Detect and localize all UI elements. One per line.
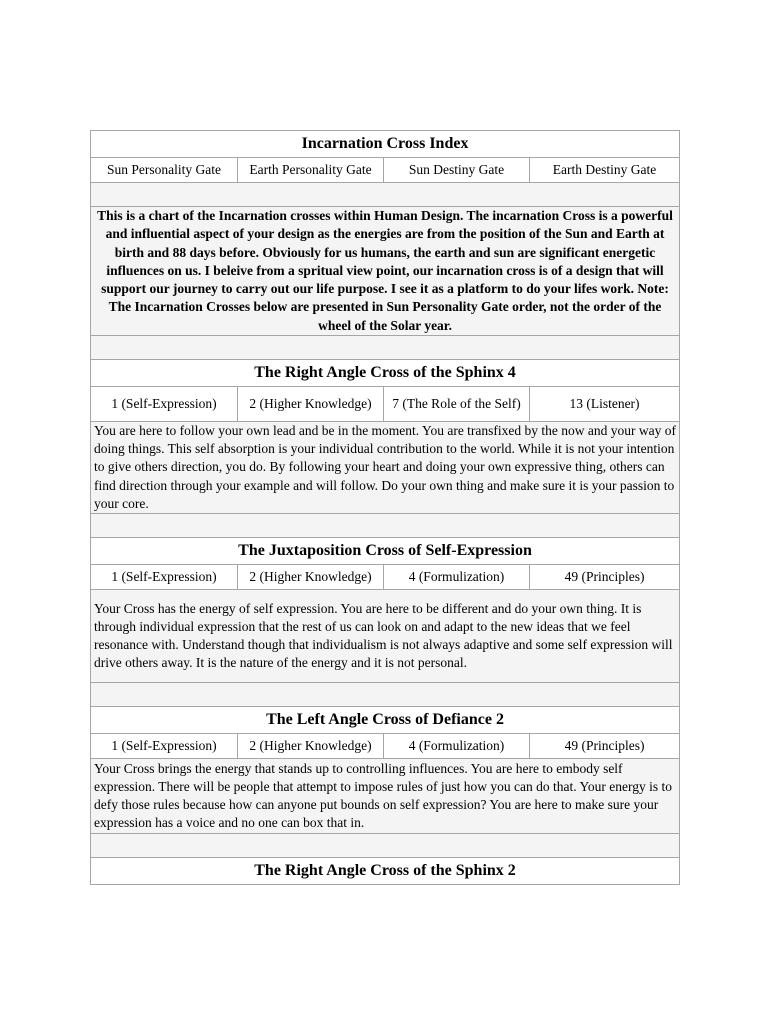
cross-title-row xyxy=(91,538,680,565)
column-header-earth-personality: Earth Personality Gate xyxy=(238,158,384,183)
cross-title: The Right Angle Cross of the Sphinx 4 xyxy=(91,360,680,387)
column-header-sun-personality: Sun Personality Gate xyxy=(91,158,238,183)
gate-sun-personality: 1 (Self-Expression) xyxy=(91,387,238,422)
gate-earth-destiny: 13 (Listener) xyxy=(530,387,680,422)
cross-description: Your Cross brings the energy that stands up to controlling influences. You are here to embody self expression. There will be people that attempt to impose rules of just how you can do that. Your energy is to defy those rules because how can anyone put bounds on self expression? You are here to make sure your expression has a voice and no one can box that in. xyxy=(91,759,680,834)
gate-earth-personality: 2 (Higher Knowledge) xyxy=(238,387,384,422)
column-header-earth-destiny: Earth Destiny Gate xyxy=(530,158,680,183)
gate-sun-destiny: 7 (The Role of the Self) xyxy=(384,387,530,422)
cross-description: Your Cross has the energy of self expression. You are here to be different and do your own thing. It is through individual expression that the rest of us can look on and adapt to the new ideas that we feel resonance with. Understand though that individualism is not always adaptive and some self expression will drive others away. It is the nature of the energy and it is not personal. xyxy=(91,590,680,683)
cross-title: The Left Angle Cross of Defiance 2 xyxy=(91,707,680,734)
cross-description: You are here to follow your own lead and be in the moment. You are transfixed by the now and your way of doing things. This self absorption is your individual contribution to the world. While it is not your intention to give others direction, you do. By following your heart and doing your own expressive thing, others can find direction through your example and will follow. Do your own thing and make sure it is your passion to your core. xyxy=(91,422,680,514)
gate-sun-personality: 1 (Self-Expression) xyxy=(91,565,238,590)
intro-row xyxy=(91,207,680,336)
gate-sun-personality: 1 (Self-Expression) xyxy=(91,734,238,759)
spacer-row xyxy=(91,683,680,707)
cross-description-row xyxy=(91,590,680,683)
gate-earth-personality: 2 (Higher Knowledge) xyxy=(238,565,384,590)
spacer-row xyxy=(91,514,680,538)
index-title-row xyxy=(91,131,680,158)
cross-title-row xyxy=(91,360,680,387)
spacer-row xyxy=(91,336,680,360)
incarnation-cross-table xyxy=(90,130,680,885)
gate-sun-destiny: 4 (Formulization) xyxy=(384,565,530,590)
column-header-row xyxy=(91,158,680,183)
cross-gates-row xyxy=(91,565,680,590)
cross-gates-row xyxy=(91,734,680,759)
cross-title-row xyxy=(91,858,680,885)
column-header-sun-destiny: Sun Destiny Gate xyxy=(384,158,530,183)
spacer-row xyxy=(91,834,680,858)
gate-earth-destiny: 49 (Principles) xyxy=(530,565,680,590)
cross-title: The Juxtaposition Cross of Self-Expression xyxy=(91,538,680,565)
gate-sun-destiny: 4 (Formulization) xyxy=(384,734,530,759)
cross-description-row xyxy=(91,422,680,514)
cross-gates-row xyxy=(91,387,680,422)
gate-earth-destiny: 49 (Principles) xyxy=(530,734,680,759)
intro-text: This is a chart of the Incarnation crosses within Human Design. The incarnation Cross is a powerful and influential aspect of your design as the energies are from the position of the Sun and Earth at birth and 88 days before. Obviously for us humans, the earth and sun are significant energetic influences on us. I beleive from a spritual view point, our incarnation cross is of a design that will support our journey to carry out our life purpose. I see it as a platform to do your lifes work. Note: The Incarnation Crosses below are presented in Sun Personality Gate order, not the order of the wheel of the Solar year. xyxy=(91,207,680,336)
cross-title-row xyxy=(91,707,680,734)
index-title: Incarnation Cross Index xyxy=(91,131,680,158)
gate-earth-personality: 2 (Higher Knowledge) xyxy=(238,734,384,759)
spacer-row xyxy=(91,183,680,207)
cross-description-row xyxy=(91,759,680,834)
cross-title: The Right Angle Cross of the Sphinx 2 xyxy=(91,858,680,885)
